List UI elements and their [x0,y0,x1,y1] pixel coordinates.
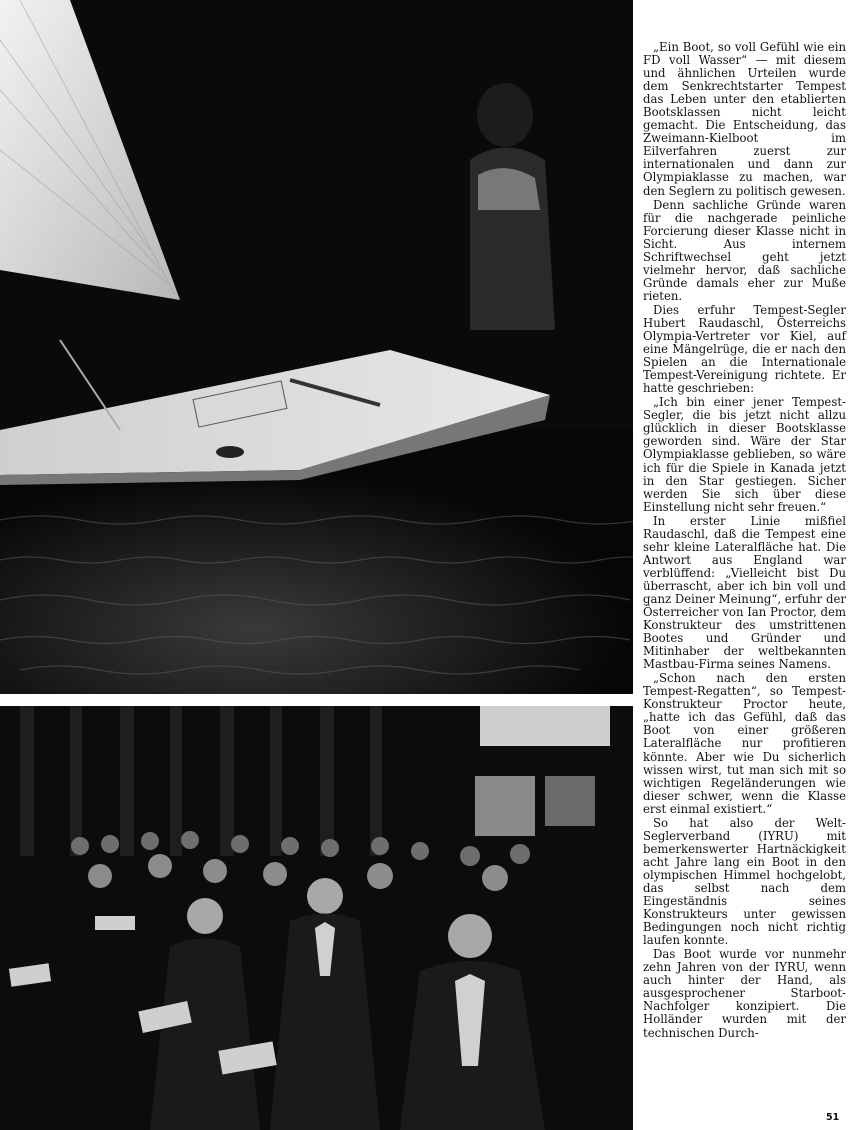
article-paragraph-1: „Ein Boot, so voll Gefühl wie ein FD voll Wasser“ — mit diesem und ähnlichen Urteilen wurde dem Senkrechtstarter Tempest das Leben unter den etablierten Bootsklassen nicht leicht gemacht. Die Entscheidung, das Zweimann-Kielboot im Eilverfahren zuerst zur internationalen und dann zur Olympiaklasse zu machen, war den Seglern zu politisch gewesen. [643,40,846,198]
article-paragraph-6: „Schon nach den ersten Tempest-Regatten“, so Tempest-Konstrukteur Proctor heute, „hatte ich das Gefühl, daß das Boot von einer größeren Lateralfläche nur profitieren könnte. Aber wie Du sicherlich wissen wirst, tut man sich mit so wichtigen Regeländerungen wie dieser schwer, wenn die Klasse erst einmal existiert.“ [643,671,846,816]
assembly-audience-photo [0,706,633,1130]
article-paragraph-7: So hat also der Welt-Seglerverband (IYRU) mit bemerkenswerter Hartnäckigkeit acht Jahre lang ein Boot in den olympischen Himmel hochgelobt, das selbst nach dem Eingeständnis seines Konstrukteurs unter gewissen Bedingungen noch nicht richtig laufen konnte. [643,815,846,948]
article-paragraph-5: In erster Linie mißfiel Raudaschl, daß die Tempest eine sehr kleine Lateralfläche hat. Die Antwort aus England war verblüffend: „Vielleicht bist Du überrascht, aber ich bin voll und ganz Deiner Meinung“, erfuhr der Österreicher von Ian Proctor, dem Konstrukteur des umstrittenen Bootes und Gründer und Mitinhaber der weltbekannten Mastbau-Firma seines Namens. [643,513,847,672]
article-text-column [643,41,846,1101]
page-number: 51 [826,1112,840,1123]
article-paragraph-4: „Ich bin einer jener Tempest-Segler, die bis jetzt nicht allzu glücklich in dieser Bootsklasse geworden sind. Wäre der Star Olympiaklasse geblieben, so wäre ich für die Spiele in Kanada jetzt in den Star gestiegen. Sicher werden Sie sich über diese Einstellung nicht sehr freuen.“ [643,395,846,514]
article-paragraph-2: Denn sachliche Gründe waren für die nachgerade peinliche Forcierung dieser Klasse nicht in Sicht. Aus internem Schriftwechsel geht jetzt vielmehr hervor, daß sachliche Gründe damals eher zur Muße rieten. [643,197,846,303]
article-paragraph-3: Dies erfuhr Tempest-Segler Hubert Raudaschl, Österreichs Olympia-Vertreter vor Kiel, auf eine Mängelrüge, die er nach den Spielen an die Internationale Tempest-Vereinigung richtete. Er hatte geschrieben: [643,302,846,396]
article-paragraph-8: Das Boot wurde vor nunmehr zehn Jahren von der IYRU, wenn auch hinter der Hand, als ausgesprochener Starboot-Nachfolger konzipiert. Die Holländer wurden mit der technischen Durch- [643,947,846,1040]
sailboat-photo [0,0,633,694]
